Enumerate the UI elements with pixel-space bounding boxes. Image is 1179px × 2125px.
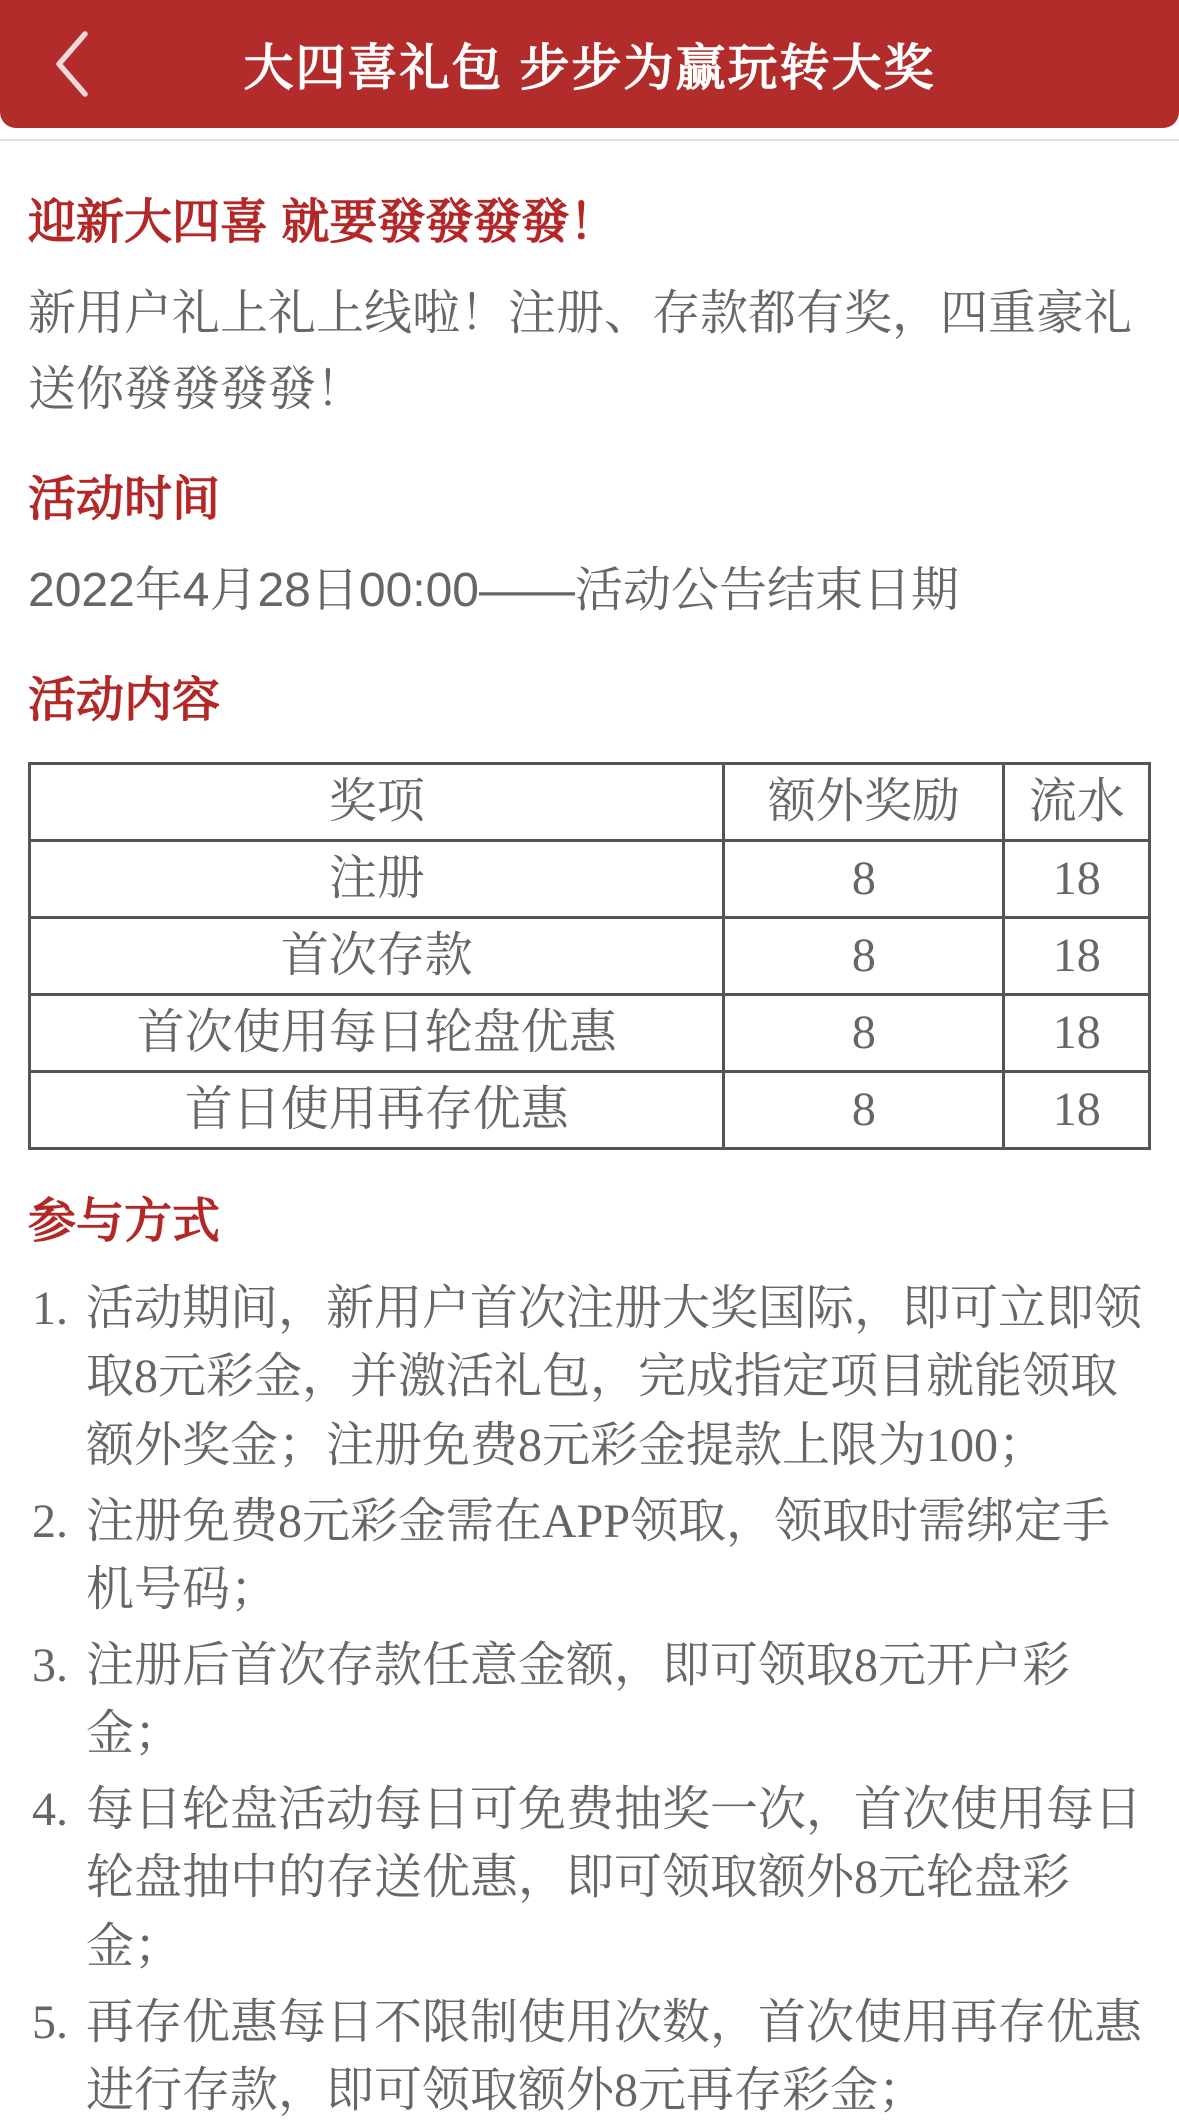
- header-divider: [0, 139, 1179, 141]
- list-item-text: 再存优惠每日不限制使用次数，首次使用再存优惠进行存款，即可领取额外8元再存彩金；: [86, 1995, 1143, 2117]
- list-item-number: 4.: [32, 1783, 68, 1837]
- table-row: [30, 995, 1150, 1072]
- cell-bonus: 8: [724, 995, 1004, 1072]
- cell-bonus: 8: [724, 841, 1004, 918]
- list-item-number: 5.: [32, 1995, 68, 2049]
- list-item-number: 1.: [32, 1282, 68, 1336]
- list-item-number: 3.: [32, 1639, 68, 1693]
- col-header-prize: 奖项: [30, 764, 724, 841]
- table-row: [30, 1072, 1150, 1149]
- intro-text: 新用户礼上礼上线啦！注册、存款都有奖，四重豪礼送你發發發發！: [28, 287, 1133, 417]
- table-header-row: [30, 764, 1150, 841]
- table-row: [30, 918, 1150, 995]
- list-item-number: 2.: [32, 1494, 68, 1548]
- col-header-bonus: 额外奖励: [724, 764, 1004, 841]
- cell-turnover: 18: [1004, 995, 1150, 1072]
- cell-turnover: 18: [1004, 1072, 1150, 1149]
- content-heading: 活动内容: [28, 673, 221, 727]
- app-header: [0, 0, 1179, 128]
- list-item: [28, 1776, 1151, 1980]
- cell-turnover: 18: [1004, 841, 1150, 918]
- intro-heading: 迎新大四喜 就要發發發發！: [28, 196, 618, 249]
- list-item-text: 活动期间，新用户首次注册大奖国际，即可立即领取8元彩金，并激活礼包，完成指定项目就能领取额外奖金；注册免费8元彩金提款上限为100；: [86, 1282, 1143, 1472]
- page-title: 大四喜礼包 步步为赢玩转大奖: [243, 40, 936, 96]
- cell-bonus: 8: [724, 1072, 1004, 1149]
- chevron-left-icon: [54, 31, 90, 97]
- list-item-text: 注册免费8元彩金需在APP领取，领取时需绑定手机号码；: [86, 1494, 1111, 1616]
- participation-list: [28, 1275, 1151, 2125]
- table-row: [30, 841, 1150, 918]
- rewards-table: [28, 762, 1151, 1150]
- time-text: 2022年4月28日00:00——活动公告结束日期: [28, 564, 959, 618]
- cell-prize: 注册: [30, 841, 724, 918]
- cell-bonus: 8: [724, 918, 1004, 995]
- list-item: [28, 1275, 1151, 1479]
- list-item: [28, 1632, 1151, 1768]
- cell-prize: 首次存款: [30, 918, 724, 995]
- cell-prize: 首次使用每日轮盘优惠: [30, 995, 724, 1072]
- col-header-turnover: 流水: [1004, 764, 1150, 841]
- cell-turnover: 18: [1004, 918, 1150, 995]
- participation-heading: 参与方式: [28, 1195, 221, 1249]
- content-area: [0, 195, 1179, 2125]
- list-item-text: 注册后首次存款任意金额，即可领取8元开户彩金；: [86, 1639, 1071, 1761]
- back-button[interactable]: [44, 26, 100, 102]
- list-item-text: 每日轮盘活动每日可免费抽奖一次，首次使用每日轮盘抽中的存送优惠，即可领取额外8元轮盘彩金；: [86, 1783, 1143, 1973]
- list-item: [28, 1488, 1151, 1624]
- time-heading: 活动时间: [28, 472, 221, 526]
- list-item: [28, 1989, 1151, 2125]
- cell-prize: 首日使用再存优惠: [30, 1072, 724, 1149]
